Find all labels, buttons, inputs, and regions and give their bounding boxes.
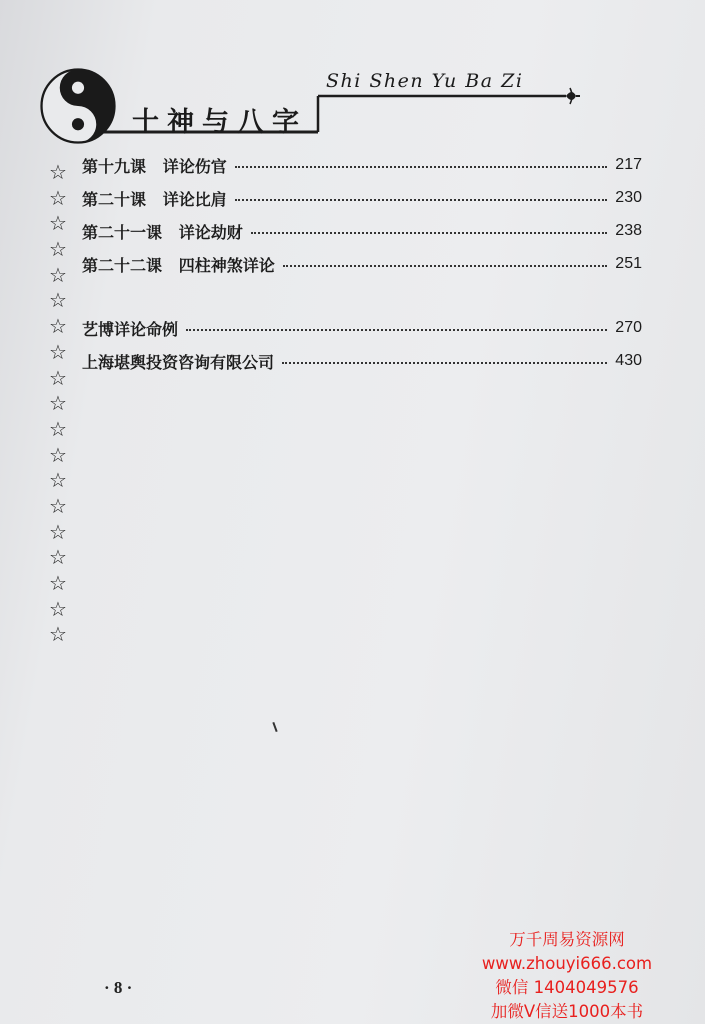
toc-entry-title: 艺博详论命例 <box>82 319 179 339</box>
header-title: 十神与八字 <box>132 107 307 138</box>
star-icon: ☆ <box>49 545 67 570</box>
toc-entry-page: 217 <box>615 156 642 173</box>
toc-entry-title: 上海堪舆投资咨询有限公司 <box>82 352 275 372</box>
toc-entry-title: 第二十课 详论比肩 <box>82 189 227 209</box>
leader-dots <box>282 362 607 364</box>
toc-entry-page: 238 <box>615 222 642 239</box>
toc-entry-page: 251 <box>615 255 642 272</box>
star-icon: ☆ <box>49 185 67 210</box>
toc-entry[interactable] <box>82 218 642 244</box>
watermark-line: 加微V信送1000本书 <box>490 1002 644 1021</box>
page-number: · 8 · <box>104 978 133 997</box>
star-icon: ☆ <box>49 391 67 416</box>
star-icon: ☆ <box>49 288 67 313</box>
leader-dots <box>251 232 608 234</box>
toc-entry-title: 第二十二课 四柱神煞详论 <box>82 255 275 275</box>
toc-entry[interactable] <box>82 185 642 211</box>
watermark <box>437 928 697 1024</box>
yin-yang-icon <box>40 68 116 144</box>
star-icon: ☆ <box>49 339 67 364</box>
toc-entry[interactable] <box>82 251 642 277</box>
star-icon: ☆ <box>49 468 67 493</box>
star-icon: ☆ <box>49 519 67 544</box>
leader-dots <box>283 265 608 267</box>
watermark-line: 微信 1404049576 <box>495 978 639 997</box>
star-icon: ☆ <box>49 442 67 467</box>
toc-entry-page: 430 <box>615 352 642 369</box>
star-icon: ☆ <box>49 160 67 184</box>
toc-entry[interactable] <box>82 152 642 178</box>
star-column <box>49 160 73 648</box>
toc-entry-page: 270 <box>615 319 642 336</box>
star-icon: ☆ <box>49 493 67 518</box>
toc-entry-page: 230 <box>615 189 642 206</box>
star-icon: ☆ <box>49 365 67 390</box>
leader-dots <box>186 329 607 331</box>
toc-entry-title: 第十九课 详论伤官 <box>82 156 227 176</box>
star-icon: ☆ <box>49 571 67 595</box>
star-icon: ☆ <box>49 237 67 262</box>
star-icon: ☆ <box>49 262 67 287</box>
toc-entry-title: 第二十一课 详论劫财 <box>82 222 243 242</box>
leader-dots <box>235 199 608 201</box>
watermark-line: www.zhouyi666.com <box>481 954 653 973</box>
watermark-line: 万千周易资源网 <box>509 930 625 949</box>
star-icon: ☆ <box>49 416 67 441</box>
star-icon: ☆ <box>49 596 67 621</box>
toc-entry[interactable] <box>82 315 642 341</box>
leader-dots <box>235 166 608 168</box>
star-icon: ☆ <box>49 211 67 236</box>
toc-entry[interactable] <box>82 348 642 374</box>
star-icon: ☆ <box>49 622 67 647</box>
header-subtitle: Shi Shen Yu Ba Zi <box>326 70 524 92</box>
star-icon: ☆ <box>49 314 67 339</box>
